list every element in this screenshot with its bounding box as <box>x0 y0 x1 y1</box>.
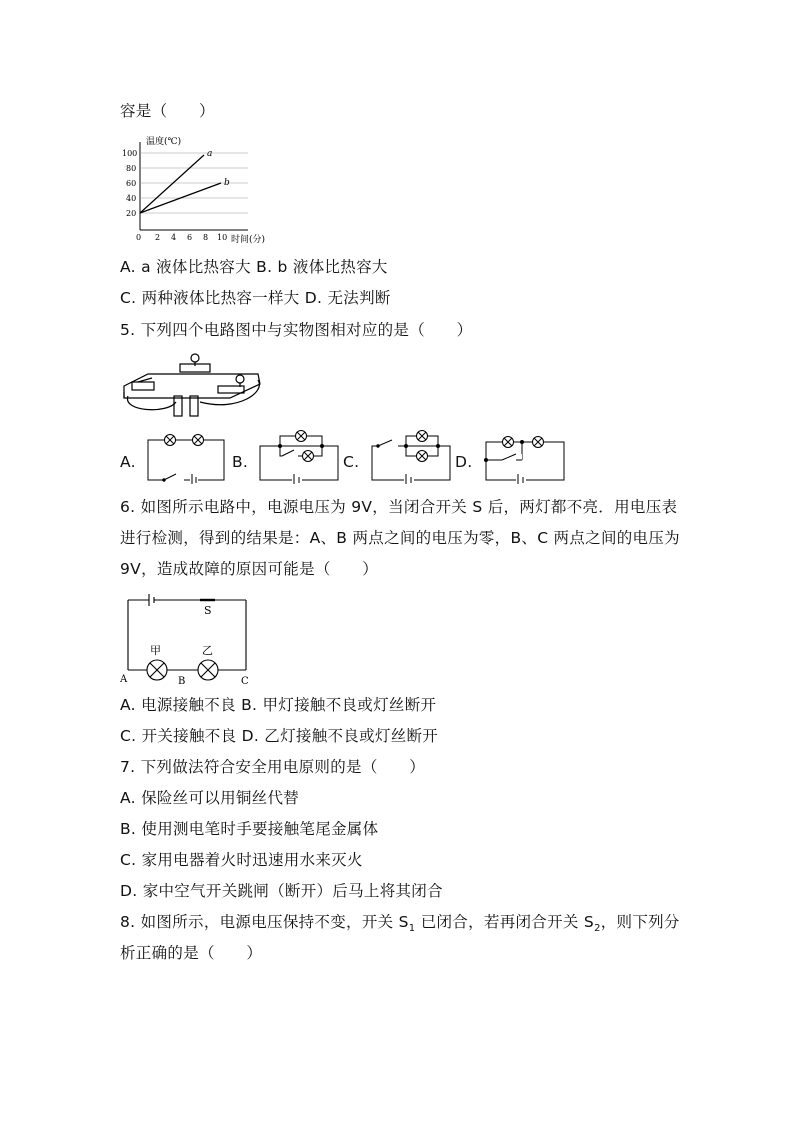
q7-option-c: C. 家用电器着火时迅速用水来灭火 <box>120 851 363 869</box>
q6-stem-line1: 6. 如图所示电路中，电源电压为 9V，当闭合开关 S 后，两灯都不亮．用电压表 <box>120 498 678 516</box>
q7-option-d: D. 家中空气开关跳闸（断开）后马上将其闭合 <box>120 882 443 900</box>
svg-text:C: C <box>241 676 249 684</box>
q5-label-b: B. <box>232 453 249 471</box>
q5-circuit-d <box>478 430 568 484</box>
svg-text:B: B <box>178 676 186 684</box>
svg-text:a: a <box>207 149 213 159</box>
q5-circuit-b <box>252 430 340 484</box>
svg-text:6: 6 <box>187 233 193 242</box>
q8-stem-line1: 8. 如图所示，电源电压保持不变，开关 $S_1$ 已闭合，若再闭合开关 $S_2$，则下列分 <box>120 913 680 935</box>
svg-text:20: 20 <box>126 209 137 218</box>
svg-text:2: 2 <box>155 233 161 242</box>
q4-options-ab: A. a 液体比热容大 B. b 液体比热容大 <box>120 258 388 276</box>
q5-physical-circuit-image <box>118 352 266 422</box>
graph-ylabel: 温度(℃) <box>146 137 182 147</box>
svg-text:40: 40 <box>126 194 137 203</box>
q4-stem-tail: 容是（ ） <box>120 102 215 120</box>
line-a <box>140 155 204 213</box>
q6-stem-line2: 进行检测，得到的结果是：A、B 两点之间的电压为零，B、C 两点之间的电压为 <box>120 529 680 547</box>
q5-label-a: A. <box>120 453 136 471</box>
svg-text:60: 60 <box>126 179 137 188</box>
q4-temperature-graph <box>118 134 283 246</box>
q6-options-ab: A. 电源接触不良 B. 甲灯接触不良或灯丝断开 <box>120 696 437 714</box>
q6-stem-line3: 9V，造成故障的原因可能是（ ） <box>120 560 379 578</box>
graph-xlabel: 时间(分) <box>231 235 266 245</box>
q6-options-cd: C. 开关接触不良 D. 乙灯接触不良或灯丝断开 <box>120 727 439 745</box>
svg-text:甲: 甲 <box>150 644 161 657</box>
svg-text:A: A <box>120 674 128 684</box>
q5-label-d: D. <box>455 453 473 471</box>
svg-text:10: 10 <box>217 233 228 242</box>
q7-option-a: A. 保险丝可以用铜丝代替 <box>120 789 300 807</box>
svg-text:b: b <box>224 178 230 188</box>
svg-text:80: 80 <box>126 164 137 173</box>
q5-label-c: C. <box>343 453 360 471</box>
q5-circuit-a <box>142 432 226 484</box>
svg-text:乙: 乙 <box>202 644 213 657</box>
q5-stem: 5. 下列四个电路图中与实物图相对应的是（ ） <box>120 321 473 339</box>
q7-stem: 7. 下列做法符合安全用电原则的是（ ） <box>120 758 426 776</box>
svg-text:8: 8 <box>203 233 209 242</box>
q7-option-b: B. 使用测电笔时手要接触笔尾金属体 <box>120 820 379 838</box>
q4-options-cd: C. 两种液体比热容一样大 D. 无法判断 <box>120 289 391 307</box>
q5-circuit-c <box>364 430 452 484</box>
svg-text:0: 0 <box>136 233 142 242</box>
svg-text:100: 100 <box>122 149 138 158</box>
q6-circuit-diagram <box>118 592 253 684</box>
q8-stem-line2: 析正确的是（ ） <box>120 944 263 962</box>
svg-text:4: 4 <box>171 233 177 242</box>
svg-text:S: S <box>204 604 212 617</box>
